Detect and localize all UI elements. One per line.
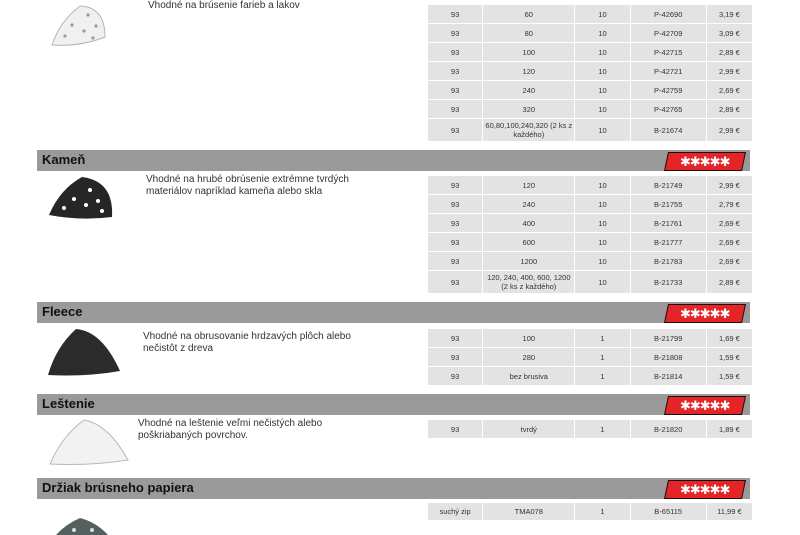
table-row: 93 60,80,100,240,320 (2 ks z každého) 10 B-21674 2,99 € xyxy=(428,119,752,141)
table-row: suchý zip TMA078 1 B-65115 11,99 € xyxy=(428,503,752,520)
product-table xyxy=(427,328,753,386)
table-row: 93 bez brusiva 1 B-21814 1,59 € xyxy=(428,367,752,385)
table-row: 93 600 10 B-21777 2,69 € xyxy=(428,233,752,251)
section-title: Fleece xyxy=(42,304,83,319)
table-row: 93 280 1 B-21808 1,59 € xyxy=(428,348,752,366)
product-table xyxy=(427,175,753,294)
rating-badge xyxy=(664,480,746,499)
section-description: Vhodné na brúsenie farieb a lakov xyxy=(148,0,300,11)
white-triangle-sanding-pad-icon xyxy=(50,5,108,50)
black-triangle-sanding-pad-icon xyxy=(46,175,116,223)
table-row: 93 320 10 P-42765 2,89 € xyxy=(428,100,752,118)
section-title: Kameň xyxy=(42,152,86,167)
table-row: 93 120 10 B-21749 2,99 € xyxy=(428,176,752,194)
product-table xyxy=(427,419,753,439)
product-table xyxy=(427,502,753,521)
rating-stars: ✱✱✱✱✱ xyxy=(680,154,730,169)
table-row: 93 60 10 P-42690 3,19 € xyxy=(428,5,752,23)
table-row: 93 240 10 P-42759 2,69 € xyxy=(428,81,752,99)
table-row: 93 400 10 B-21761 2,69 € xyxy=(428,214,752,232)
grey-velcro-holder-icon xyxy=(52,518,112,535)
section-header xyxy=(37,302,750,323)
table-row: 93 120 10 P-42721 2,99 € xyxy=(428,62,752,80)
table-row: 93 1200 10 B-21783 2,69 € xyxy=(428,252,752,270)
rating-stars: ✱✱✱✱✱ xyxy=(680,306,730,321)
section-description: Vhodné na hrubé obrúsenie extrémne tvrdých materiálov napríklad kameňa alebo skla xyxy=(146,174,349,197)
rating-badge xyxy=(664,396,746,415)
section-description: Vhodné na leštenie veľmi nečistých alebo poškriabaných povrchov. xyxy=(138,418,323,441)
section-header xyxy=(37,394,750,415)
rating-stars: ✱✱✱✱✱ xyxy=(680,398,730,413)
rating-stars: ✱✱✱✱✱ xyxy=(680,482,730,497)
table-row: 93 240 10 B-21755 2,79 € xyxy=(428,195,752,213)
rating-badge xyxy=(664,304,746,323)
section-title: Leštenie xyxy=(42,396,95,411)
dark-fleece-pad-icon xyxy=(46,327,122,379)
table-row: 93 tvrdý 1 B-21820 1,89 € xyxy=(428,420,752,438)
table-row: 93 120, 240, 400, 600, 1200 (2 ks z každého) 10 B-21733 2,89 € xyxy=(428,271,752,293)
section-header xyxy=(37,478,750,499)
section-description: Vhodné na obrusovanie hrdzavých plôch alebo nečistôt z dreva xyxy=(143,331,351,354)
table-row: 93 80 10 P-42709 3,09 € xyxy=(428,24,752,42)
product-table xyxy=(427,4,753,142)
table-row: 93 100 10 P-42715 2,89 € xyxy=(428,43,752,61)
table-row: 93 100 1 B-21799 1,69 € xyxy=(428,329,752,347)
white-polishing-pad-icon xyxy=(48,418,130,468)
rating-badge xyxy=(664,152,746,171)
section-title: Držiak brúsneho papiera xyxy=(42,480,194,495)
section-header xyxy=(37,150,750,171)
